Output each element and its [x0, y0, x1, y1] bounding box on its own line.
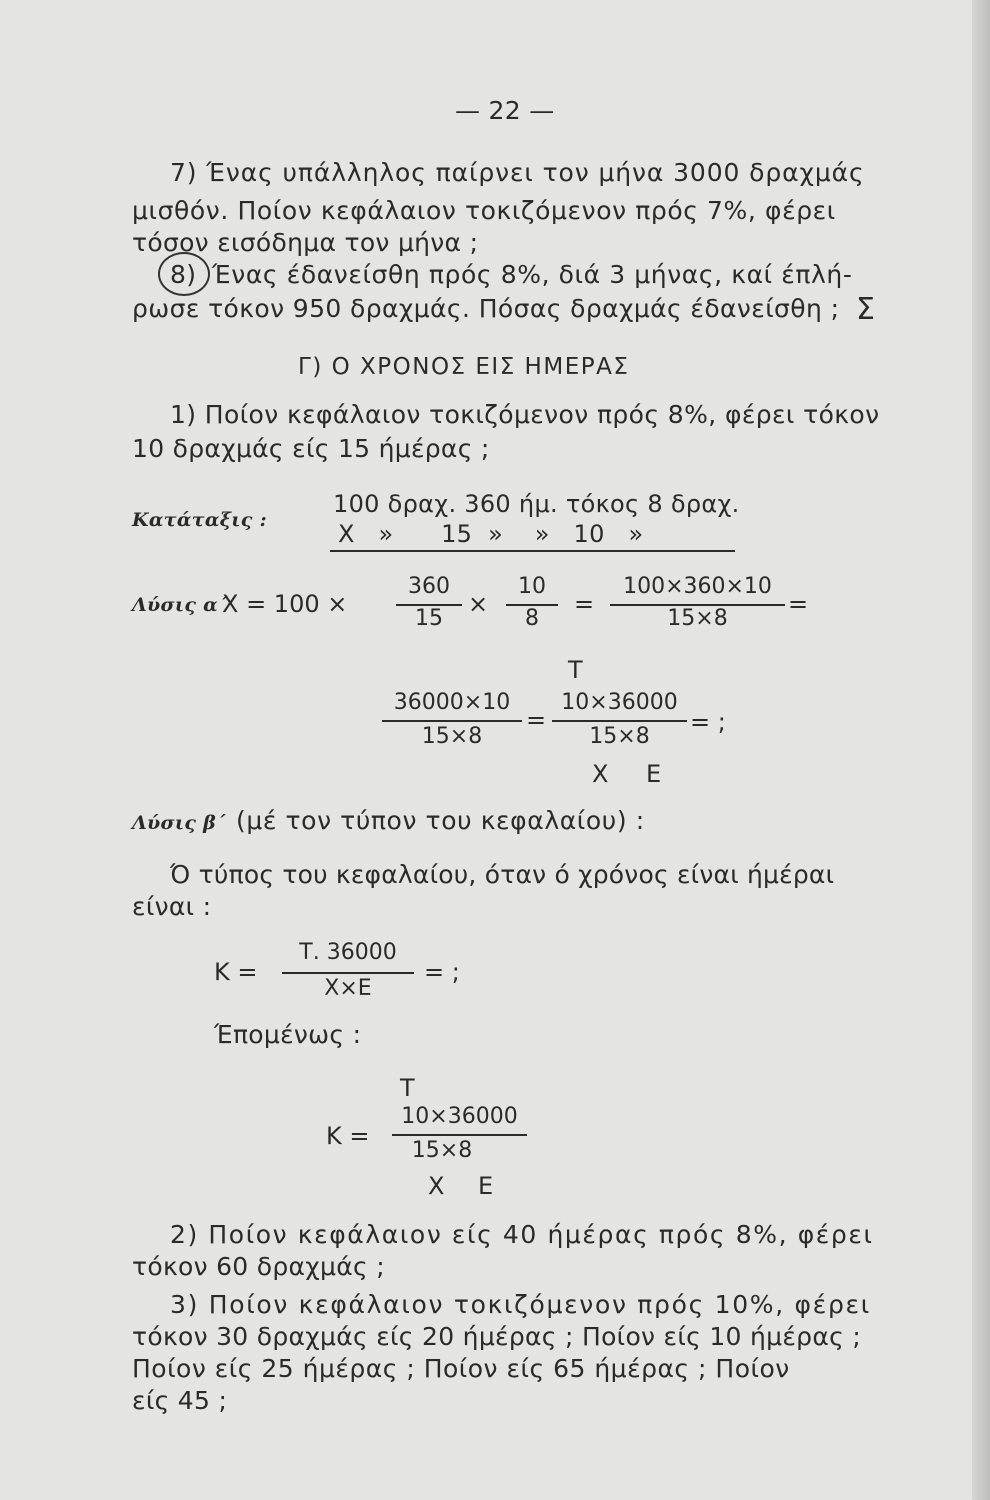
solution-b-line-1: Ό τύπος του κεφαλαίου, όταν ό χρόνος είναι ήμέραι: [170, 860, 835, 889]
formula-2-denominator: 15×8: [411, 1138, 473, 1163]
fraction-4-bar: [382, 720, 522, 722]
annotation-E: Ε: [646, 760, 662, 788]
problem-3-line-4: είς 45 ;: [132, 1386, 228, 1415]
equals-end: = ;: [690, 708, 726, 736]
solution-b-label: Λύσις β΄: [132, 812, 226, 834]
annotation-X: Χ: [592, 760, 609, 788]
solution-b-line-2: είναι :: [132, 892, 212, 921]
formula-numerator: Τ. 36000: [299, 940, 397, 965]
katataxis-row-2: Χ » 15 » » 10 »: [338, 520, 644, 548]
problem-3-line-2: τόκον 30 δραχμάς είς 20 ήμέρας ; Ποίον είς 10 ήμέρας ;: [132, 1322, 862, 1351]
fraction-1-numerator: 360: [408, 574, 450, 599]
fraction-2-denominator: 8: [525, 606, 539, 631]
problem-7-line-1: 7) Ένας υπάλληλος παίρνει τον μήνα 3000 δραχμάς: [170, 158, 865, 187]
section-heading: Γ) Ο ΧΡΟΝΟΣ ΕΙΣ ΗΜΕΡΑΣ: [298, 354, 630, 380]
solution-b-text: (μέ τον τύπον του κεφαλαίου) :: [236, 806, 645, 835]
fraction-4-numerator: 36000×10: [393, 690, 511, 715]
page-number: — 22 —: [455, 96, 555, 125]
problem-7-line-2: μισθόν. Ποίον κεφάλαιον τοκιζόμενον πρός 7%, φέρει: [132, 196, 836, 225]
annotation-T: Τ: [568, 656, 583, 684]
times-sign: ×: [468, 590, 489, 618]
problem-1-line-2: 10 δραχμάς είς 15 ήμέρας ;: [132, 434, 490, 463]
katataxis-underline: [330, 550, 735, 552]
equals-sign-trailing: =: [788, 590, 809, 618]
fraction-3-numerator: 100×360×10: [623, 574, 772, 599]
epomenos-label: Έπομένως :: [214, 1020, 362, 1049]
katataxis-row-1: 100 δραχ. 360 ήμ. τόκος 8 δραχ.: [333, 490, 740, 518]
formula-2-annotation-E: Ε: [478, 1172, 494, 1200]
fraction-5-bar: [552, 720, 687, 722]
problem-2-line-2: τόκον 60 δραχμάς ;: [132, 1252, 385, 1281]
fraction-4-denominator: 15×8: [421, 724, 483, 749]
solution-a-lhs: Χ = 100 ×: [222, 590, 348, 618]
formula-2-annotation-T: Τ: [400, 1074, 415, 1102]
fraction-1-denominator: 15: [415, 606, 443, 631]
katataxis-label: Κατάταξις :: [132, 509, 267, 531]
formula-2-lhs: Κ =: [326, 1122, 370, 1150]
formula-2-numerator: 10×36000: [401, 1104, 518, 1129]
fraction-3-denominator: 15×8: [667, 606, 728, 631]
problem-3-line-3: Ποίον είς 25 ήμέρας ; Ποίον είς 65 ήμέρας ; Ποίον: [132, 1354, 790, 1383]
equals-sign-2: =: [526, 706, 547, 734]
problem-7-line-3: τόσον εισόδημα τον μήνα ;: [132, 228, 479, 257]
equals-sign-1: =: [574, 590, 595, 618]
formula-bar: [282, 972, 414, 974]
problem-8-line-2: ρωσε τόκον 950 δραχμάς. Πόσας δραχμάς έδανείσθη ;: [132, 294, 840, 323]
page-edge-shadow: [972, 0, 990, 1500]
formula-2-annotation-X: Χ: [428, 1172, 445, 1200]
margin-sigma-mark: Σ: [856, 292, 876, 327]
fraction-2-numerator: 10: [518, 574, 546, 599]
problem-2-line-1: 2) Ποίον κεφάλαιον είς 40 ήμέρας πρός 8%, φέρει: [170, 1220, 874, 1249]
formula-lhs: Κ =: [214, 958, 258, 986]
problem-8-line-1: Ένας έδανείσθη πρός 8%, διά 3 μήνας, καί έπλή-: [212, 260, 853, 289]
formula-denominator: Χ×Ε: [324, 976, 372, 1001]
formula-2-bar: [392, 1134, 527, 1136]
fraction-5-numerator: 10×36000: [561, 690, 678, 715]
problem-8-number: 8): [170, 260, 197, 289]
problem-3-line-1: 3) Ποίον κεφάλαιον τοκιζόμενον πρός 10%, φέρει: [170, 1290, 871, 1319]
fraction-5-denominator: 15×8: [589, 724, 650, 749]
solution-a-label: Λύσις α΄: [132, 594, 228, 616]
problem-1-line-1: 1) Ποίον κεφάλαιον τοκιζόμενον πρός 8%, φέρει τόκον: [170, 400, 880, 429]
formula-end: = ;: [424, 958, 460, 986]
